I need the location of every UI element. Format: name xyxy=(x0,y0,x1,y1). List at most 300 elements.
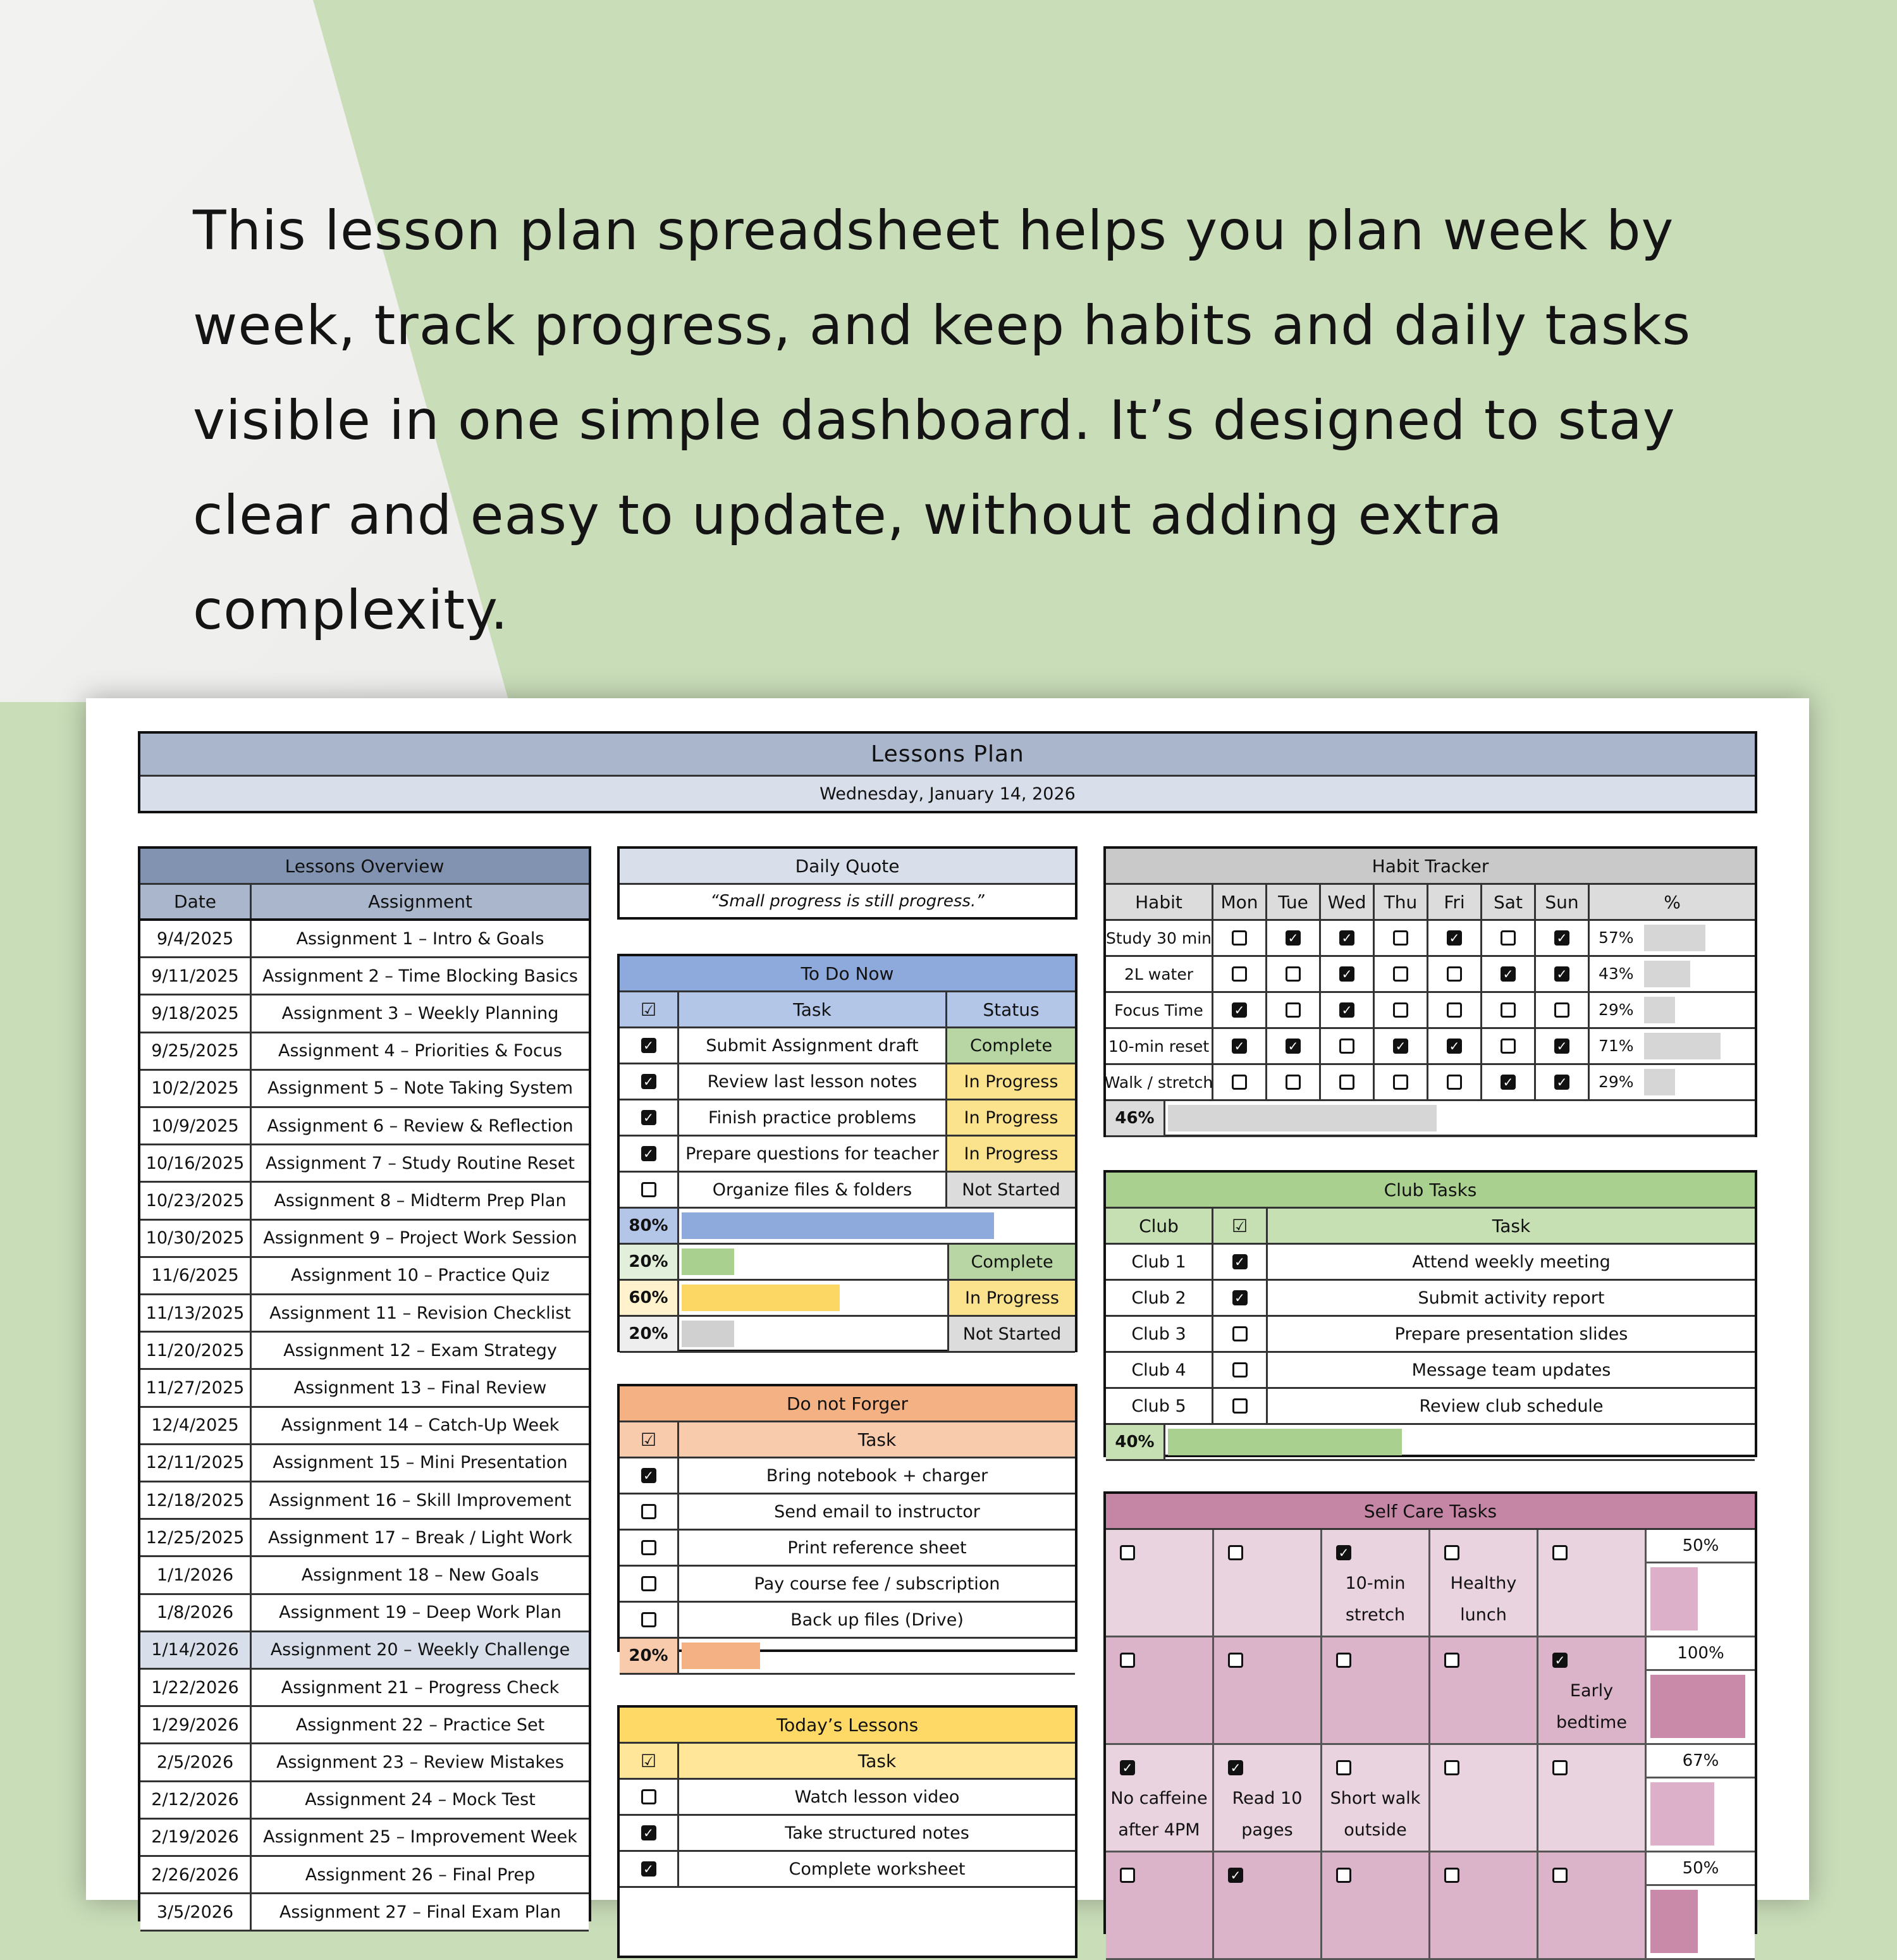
status-badge: In Progress xyxy=(947,1281,1075,1315)
habit-checkbox[interactable] xyxy=(1554,1002,1569,1018)
day-header: Tue xyxy=(1267,885,1321,919)
selfcare-cell xyxy=(1322,1745,1430,1852)
lesson-assignment: Assignment 18 – New Goals xyxy=(301,1565,539,1585)
selfcare-label: Early bedtime xyxy=(1556,1681,1627,1732)
task-text: Print reference sheet xyxy=(787,1538,967,1558)
lesson-date: 1/8/2026 xyxy=(140,1595,252,1630)
progress-track xyxy=(679,1245,947,1279)
task-checkbox[interactable]: ✓ xyxy=(641,1825,656,1840)
habit-check-cell xyxy=(1482,1065,1536,1099)
habit-checkbox[interactable] xyxy=(1393,1002,1408,1018)
task-text: Attend weekly meeting xyxy=(1412,1252,1611,1272)
habit-check-cell xyxy=(1428,921,1482,955)
table-row xyxy=(1106,1353,1755,1389)
table-row xyxy=(620,1780,1075,1816)
habit-checkbox[interactable]: ✓ xyxy=(1501,966,1516,982)
task-checkbox[interactable] xyxy=(641,1789,656,1804)
habit-pct-label: 57% xyxy=(1599,928,1634,947)
selfcare-checkbox[interactable]: ✓ xyxy=(1336,1545,1351,1560)
today-header-row xyxy=(620,1744,1075,1780)
table-row xyxy=(140,1033,589,1071)
lesson-assignment: Assignment 1 – Intro & Goals xyxy=(296,928,544,949)
task-checkbox[interactable]: ✓ xyxy=(641,1861,656,1877)
progress-track xyxy=(1165,1425,1755,1459)
lesson-date: 10/23/2025 xyxy=(140,1183,252,1218)
lesson-assignment: Assignment 9 – Project Work Session xyxy=(263,1228,577,1248)
check-cell xyxy=(620,1780,679,1814)
selfcare-title-row xyxy=(1106,1494,1755,1530)
task-checkbox[interactable] xyxy=(641,1540,656,1555)
date-row xyxy=(140,777,1755,811)
habit-title: Habit Tracker xyxy=(1372,855,1489,877)
task-checkbox[interactable]: ✓ xyxy=(641,1038,656,1053)
progress-bar-fill xyxy=(682,1248,734,1274)
table-row xyxy=(140,1820,589,1857)
status-badge: Complete xyxy=(947,1245,1075,1279)
habit-check-cell xyxy=(1482,993,1536,1027)
lesson-date: 10/9/2025 xyxy=(140,1108,252,1143)
club-checkbox[interactable] xyxy=(1232,1326,1248,1341)
task-text: Review last lesson notes xyxy=(679,1064,947,1099)
habit-checkbox[interactable] xyxy=(1286,1075,1301,1090)
selfcare-label: Healthy lunch xyxy=(1450,1574,1517,1625)
progress-label: 20% xyxy=(620,1245,679,1279)
check-cell xyxy=(1213,1317,1268,1351)
self-care-table xyxy=(1103,1491,1757,1934)
habit-checkbox[interactable] xyxy=(1447,1075,1462,1090)
selfcare-checkbox[interactable] xyxy=(1336,1653,1351,1668)
habit-checkbox[interactable]: ✓ xyxy=(1232,1002,1247,1018)
habit-checkbox[interactable]: ✓ xyxy=(1286,1039,1301,1054)
lessons-header-row xyxy=(140,885,589,921)
todo-col-check: ☑ xyxy=(620,992,679,1026)
habit-checkbox[interactable] xyxy=(1447,1002,1462,1018)
lesson-assignment: Assignment 7 – Study Routine Reset xyxy=(266,1153,575,1173)
selfcare-checkbox[interactable] xyxy=(1552,1545,1568,1560)
lesson-assignment: Assignment 21 – Progress Check xyxy=(281,1677,560,1698)
task-checkbox[interactable] xyxy=(641,1576,656,1591)
lesson-assignment: Assignment 8 – Midterm Prep Plan xyxy=(274,1190,567,1211)
selfcare-pct-bar xyxy=(1650,1567,1698,1630)
selfcare-checkbox[interactable] xyxy=(1552,1760,1568,1775)
pct-header: % xyxy=(1664,891,1681,913)
check-cell xyxy=(620,1531,679,1565)
selfcare-cell xyxy=(1322,1637,1430,1745)
habit-checkbox[interactable]: ✓ xyxy=(1339,1002,1354,1018)
habit-name: Study 30 min xyxy=(1106,921,1213,955)
day-header: Thu xyxy=(1375,885,1428,919)
task-text: Organize files & folders xyxy=(679,1173,947,1207)
lesson-date: 1/22/2026 xyxy=(140,1670,252,1705)
task-text: Back up files (Drive) xyxy=(790,1610,964,1630)
selfcare-pct-label: 50% xyxy=(1647,1852,1755,1886)
table-row xyxy=(1106,957,1755,993)
habit-check-cell xyxy=(1482,957,1536,991)
selfcare-cell xyxy=(1430,1745,1538,1852)
habit-check-cell xyxy=(1213,921,1267,955)
club-checkbox[interactable]: ✓ xyxy=(1232,1254,1248,1269)
habit-name: Walk / stretch xyxy=(1106,1065,1213,1099)
selfcare-checkbox[interactable] xyxy=(1336,1760,1351,1775)
habit-checkbox[interactable]: ✓ xyxy=(1554,966,1569,982)
table-row xyxy=(140,995,589,1033)
habit-check-cell xyxy=(1321,921,1375,955)
habit-checkbox[interactable] xyxy=(1501,1039,1516,1054)
todo-col-status: Status xyxy=(983,999,1040,1020)
table-row xyxy=(140,1108,589,1145)
habit-checkbox[interactable] xyxy=(1232,966,1247,982)
selfcare-checkbox[interactable]: ✓ xyxy=(1228,1760,1243,1775)
lesson-assignment: Assignment 12 – Exam Strategy xyxy=(283,1340,557,1360)
lesson-date: 1/1/2026 xyxy=(140,1557,252,1593)
task-checkbox[interactable] xyxy=(641,1504,656,1519)
habit-checkbox[interactable] xyxy=(1339,1075,1354,1090)
habit-checkbox[interactable]: ✓ xyxy=(1286,930,1301,946)
selfcare-cell xyxy=(1106,1852,1214,1960)
check-cell xyxy=(620,1100,679,1135)
check-cell xyxy=(620,1495,679,1529)
title-row xyxy=(140,734,1755,777)
habit-checkbox[interactable]: ✓ xyxy=(1339,930,1354,946)
lesson-assignment: Assignment 27 – Final Exam Plan xyxy=(279,1902,562,1922)
habit-pct-label: 29% xyxy=(1599,1073,1634,1091)
selfcare-cell xyxy=(1106,1637,1214,1745)
habit-pct-cell xyxy=(1590,993,1755,1027)
habit-check-cell xyxy=(1267,1065,1321,1099)
table-row xyxy=(620,1028,1075,1064)
table-row xyxy=(140,1857,589,1894)
habit-pct-bar xyxy=(1644,1069,1675,1095)
selfcare-checkbox[interactable] xyxy=(1228,1653,1243,1668)
selfcare-checkbox[interactable]: ✓ xyxy=(1120,1760,1135,1775)
table-row xyxy=(1106,1065,1755,1101)
table-row xyxy=(140,1071,589,1108)
task-text: Take structured notes xyxy=(785,1823,969,1843)
club-col-club: Club xyxy=(1106,1209,1213,1243)
selfcare-cell xyxy=(1322,1852,1430,1960)
task-checkbox[interactable] xyxy=(641,1612,656,1627)
table-row xyxy=(140,1183,589,1220)
habit-name: 2L water xyxy=(1106,957,1213,991)
habit-checkbox[interactable] xyxy=(1232,930,1247,946)
lesson-date: 2/5/2026 xyxy=(140,1744,252,1780)
selfcare-checkbox[interactable]: ✓ xyxy=(1228,1868,1243,1883)
selfcare-checkbox[interactable] xyxy=(1120,1868,1135,1883)
habit-checkbox[interactable]: ✓ xyxy=(1393,1039,1408,1054)
table-row xyxy=(140,1520,589,1557)
progress-bar-fill xyxy=(682,1321,734,1347)
habit-pct-bar xyxy=(1644,961,1690,987)
check-cell xyxy=(1213,1281,1268,1315)
progress-label: 46% xyxy=(1106,1101,1165,1135)
status-badge[interactable]: Complete xyxy=(947,1028,1075,1063)
habit-checkbox[interactable] xyxy=(1501,1002,1516,1018)
progress-bar-fill xyxy=(682,1643,760,1668)
table-row xyxy=(140,1632,589,1670)
table-row xyxy=(140,1445,589,1482)
habit-check-cell xyxy=(1375,957,1428,991)
habit-checkbox[interactable] xyxy=(1286,1002,1301,1018)
table-row xyxy=(1106,1029,1755,1065)
table-row xyxy=(140,1744,589,1782)
habit-check-cell xyxy=(1267,1029,1321,1063)
selfcare-checkbox[interactable] xyxy=(1120,1653,1135,1668)
check-cell xyxy=(620,1816,679,1850)
task-text: Review club schedule xyxy=(1419,1396,1604,1416)
habit-checkbox[interactable]: ✓ xyxy=(1447,1039,1462,1054)
progress-track xyxy=(679,1281,947,1315)
habit-check-cell xyxy=(1482,1029,1536,1063)
progress-label: 20% xyxy=(620,1317,679,1351)
club-title: Club Tasks xyxy=(1384,1179,1477,1200)
lesson-date: 10/30/2025 xyxy=(140,1221,252,1256)
lesson-date: 12/11/2025 xyxy=(140,1445,252,1481)
task-checkbox[interactable]: ✓ xyxy=(641,1146,656,1161)
todays-lessons-table xyxy=(617,1705,1077,1958)
lesson-date: 2/12/2026 xyxy=(140,1782,252,1818)
progress-track xyxy=(1165,1101,1755,1135)
task-text: Prepare presentation slides xyxy=(1394,1324,1628,1344)
progress-label: 20% xyxy=(620,1639,679,1673)
habit-check-cell xyxy=(1213,993,1267,1027)
club-title-row xyxy=(1106,1173,1755,1209)
selfcare-cell xyxy=(1106,1530,1214,1637)
table-row xyxy=(620,1100,1075,1137)
progress-row xyxy=(1106,1101,1755,1137)
selfcare-checkbox[interactable] xyxy=(1336,1868,1351,1883)
habit-check-cell xyxy=(1267,921,1321,955)
habit-checkbox[interactable] xyxy=(1447,966,1462,982)
lesson-assignment: Assignment 20 – Weekly Challenge xyxy=(270,1640,570,1660)
lesson-assignment: Assignment 24 – Mock Test xyxy=(305,1790,536,1810)
progress-track xyxy=(679,1209,1075,1243)
table-row xyxy=(140,1408,589,1445)
selfcare-label: Short walk outside xyxy=(1330,1789,1421,1840)
habit-checkbox[interactable] xyxy=(1393,930,1408,946)
selfcare-pct-bar xyxy=(1650,1890,1698,1953)
check-cell xyxy=(1213,1245,1268,1279)
progress-track xyxy=(679,1317,947,1351)
lessons-title: Lessons Overview xyxy=(285,855,445,877)
club-name: Club 4 xyxy=(1106,1353,1213,1387)
selfcare-checkbox[interactable] xyxy=(1444,1868,1459,1883)
habit-check-cell xyxy=(1536,993,1590,1027)
selfcare-checkbox[interactable] xyxy=(1444,1760,1459,1775)
progress-bar-fill xyxy=(682,1285,840,1310)
lesson-date: 12/18/2025 xyxy=(140,1482,252,1518)
lesson-assignment: Assignment 13 – Final Review xyxy=(293,1378,547,1398)
day-header: Sun xyxy=(1536,885,1590,919)
progress-label: 40% xyxy=(1106,1425,1165,1459)
lesson-assignment: Assignment 15 – Mini Presentation xyxy=(273,1453,568,1473)
selfcare-checkbox[interactable] xyxy=(1120,1545,1135,1560)
selfcare-label: Read 10 pages xyxy=(1232,1789,1303,1840)
lesson-assignment: Assignment 3 – Weekly Planning xyxy=(281,1003,559,1023)
lesson-date: 12/25/2025 xyxy=(140,1520,252,1555)
habit-checkbox[interactable] xyxy=(1393,966,1408,982)
table-row xyxy=(140,1782,589,1820)
task-text: Watch lesson video xyxy=(794,1787,960,1807)
habit-checkbox[interactable] xyxy=(1393,1075,1408,1090)
habit-check-cell xyxy=(1321,1065,1375,1099)
table-row xyxy=(140,1370,589,1407)
title-banner xyxy=(138,731,1757,813)
habit-checkbox[interactable]: ✓ xyxy=(1554,930,1569,946)
habit-title-row xyxy=(1106,849,1755,885)
habit-checkbox[interactable]: ✓ xyxy=(1554,1075,1569,1090)
status-badge[interactable]: Not Started xyxy=(947,1173,1075,1207)
task-text: Submit activity report xyxy=(1418,1288,1605,1308)
habit-name: 10-min reset xyxy=(1106,1029,1213,1063)
status-badge[interactable]: In Progress xyxy=(947,1064,1075,1099)
selfcare-cell xyxy=(1214,1530,1322,1637)
today-col-check: ☑ xyxy=(620,1744,679,1778)
selfcare-title: Self Care Tasks xyxy=(1363,1500,1497,1522)
habit-check-cell xyxy=(1375,993,1428,1027)
club-col-check: ☑ xyxy=(1213,1209,1268,1243)
selfcare-cell xyxy=(1430,1637,1538,1745)
table-row xyxy=(620,1495,1075,1531)
table-row xyxy=(1106,1245,1755,1281)
col-assignment-header: Assignment xyxy=(368,891,472,912)
habit-checkbox[interactable]: ✓ xyxy=(1554,1039,1569,1054)
selfcare-checkbox[interactable] xyxy=(1444,1545,1459,1560)
selfcare-checkbox[interactable] xyxy=(1228,1545,1243,1560)
table-row xyxy=(620,1816,1075,1852)
lesson-assignment: Assignment 26 – Final Prep xyxy=(305,1864,536,1885)
table-row xyxy=(140,1557,589,1594)
lesson-assignment: Assignment 14 – Catch-Up Week xyxy=(281,1415,560,1436)
club-checkbox[interactable] xyxy=(1232,1362,1248,1378)
day-header: Fri xyxy=(1428,885,1482,919)
status-badge[interactable]: In Progress xyxy=(947,1137,1075,1171)
lesson-date: 9/11/2025 xyxy=(140,958,252,994)
habit-pct-bar xyxy=(1644,925,1705,951)
lesson-date: 11/20/2025 xyxy=(140,1333,252,1368)
selfcare-cell xyxy=(1538,1530,1647,1637)
task-text: Prepare questions for teacher xyxy=(679,1137,947,1171)
table-row xyxy=(620,1458,1075,1495)
todo-title: To Do Now xyxy=(801,963,894,984)
task-text: Send email to instructor xyxy=(774,1501,980,1522)
task-text: Message team updates xyxy=(1411,1360,1611,1380)
club-checkbox[interactable] xyxy=(1232,1398,1248,1414)
habit-checkbox[interactable]: ✓ xyxy=(1447,930,1462,946)
table-row xyxy=(1106,921,1755,957)
habit-checkbox[interactable] xyxy=(1286,966,1301,982)
task-text: Submit Assignment draft xyxy=(679,1028,947,1063)
check-cell xyxy=(620,1137,679,1171)
habit-checkbox[interactable] xyxy=(1232,1075,1247,1090)
habit-pct-cell xyxy=(1590,957,1755,991)
task-text: Finish practice problems xyxy=(679,1100,947,1135)
table-row xyxy=(620,1603,1075,1639)
habit-checkbox[interactable] xyxy=(1501,930,1516,946)
progress-bar-fill xyxy=(1168,1429,1402,1455)
check-cell xyxy=(620,1028,679,1063)
club-name: Club 5 xyxy=(1106,1389,1213,1423)
table-row xyxy=(1106,1317,1755,1353)
status-badge[interactable]: In Progress xyxy=(947,1100,1075,1135)
selfcare-cell xyxy=(1322,1530,1430,1637)
spreadsheet-dashboard xyxy=(86,698,1809,1922)
selfcare-checkbox[interactable] xyxy=(1444,1653,1459,1668)
table-row xyxy=(620,1137,1075,1173)
table-row xyxy=(140,1670,589,1707)
selfcare-cell xyxy=(1214,1852,1322,1960)
lesson-assignment: Assignment 23 – Review Mistakes xyxy=(276,1752,564,1772)
progress-row xyxy=(620,1317,1075,1353)
progress-label: 80% xyxy=(620,1209,679,1243)
selfcare-checkbox[interactable]: ✓ xyxy=(1552,1653,1568,1668)
habit-check-cell xyxy=(1536,957,1590,991)
habit-check-cell xyxy=(1213,1065,1267,1099)
habit-pct-label: 71% xyxy=(1599,1037,1634,1055)
club-checkbox[interactable]: ✓ xyxy=(1232,1290,1248,1305)
forget-col-task: Task xyxy=(857,1429,897,1450)
lesson-date: 10/2/2025 xyxy=(140,1071,252,1106)
habit-checkbox[interactable] xyxy=(1339,1039,1354,1054)
habit-header-row xyxy=(1106,885,1755,921)
habit-checkbox[interactable]: ✓ xyxy=(1501,1075,1516,1090)
habit-check-cell xyxy=(1375,1029,1428,1063)
habit-check-cell xyxy=(1428,993,1482,1027)
today-title: Today’s Lessons xyxy=(776,1714,919,1735)
forget-col-check: ☑ xyxy=(620,1422,679,1457)
check-cell xyxy=(620,1064,679,1099)
habit-check-cell xyxy=(1375,1065,1428,1099)
habit-check-cell xyxy=(1482,921,1536,955)
lesson-date: 12/4/2025 xyxy=(140,1408,252,1443)
habit-pct-bar xyxy=(1644,1033,1721,1059)
habit-pct-cell xyxy=(1590,921,1755,955)
task-checkbox[interactable]: ✓ xyxy=(641,1468,656,1483)
progress-label: 60% xyxy=(620,1281,679,1315)
habit-check-cell xyxy=(1536,921,1590,955)
day-header: Sat xyxy=(1482,885,1536,919)
table-row xyxy=(620,1567,1075,1603)
day-header: Mon xyxy=(1213,885,1267,919)
habit-col-name: Habit xyxy=(1106,885,1213,919)
selfcare-cell xyxy=(1538,1852,1647,1960)
progress-row xyxy=(620,1639,1075,1675)
forget-title-row xyxy=(620,1386,1075,1422)
habit-checkbox[interactable]: ✓ xyxy=(1232,1039,1247,1054)
habit-tracker-table xyxy=(1103,846,1757,1137)
check-cell xyxy=(620,1603,679,1637)
selfcare-pct-label: 100% xyxy=(1647,1637,1755,1671)
todo-header-row xyxy=(620,992,1075,1028)
status-badge: Not Started xyxy=(947,1317,1075,1351)
table-row xyxy=(140,958,589,995)
daily-quote-box xyxy=(617,846,1077,920)
selfcare-cell xyxy=(1538,1745,1647,1852)
table-row xyxy=(140,1595,589,1632)
check-cell xyxy=(620,1458,679,1493)
table-row xyxy=(140,1258,589,1295)
table-row xyxy=(140,921,589,958)
selfcare-checkbox[interactable] xyxy=(1552,1868,1568,1883)
progress-row xyxy=(620,1209,1075,1245)
day-header: Wed xyxy=(1321,885,1375,919)
check-cell xyxy=(620,1173,679,1207)
habit-checkbox[interactable]: ✓ xyxy=(1339,966,1354,982)
task-checkbox[interactable]: ✓ xyxy=(641,1074,656,1089)
task-checkbox[interactable] xyxy=(641,1182,656,1197)
habit-check-cell xyxy=(1321,993,1375,1027)
task-checkbox[interactable]: ✓ xyxy=(641,1110,656,1125)
lesson-assignment: Assignment 25 – Improvement Week xyxy=(263,1827,577,1847)
